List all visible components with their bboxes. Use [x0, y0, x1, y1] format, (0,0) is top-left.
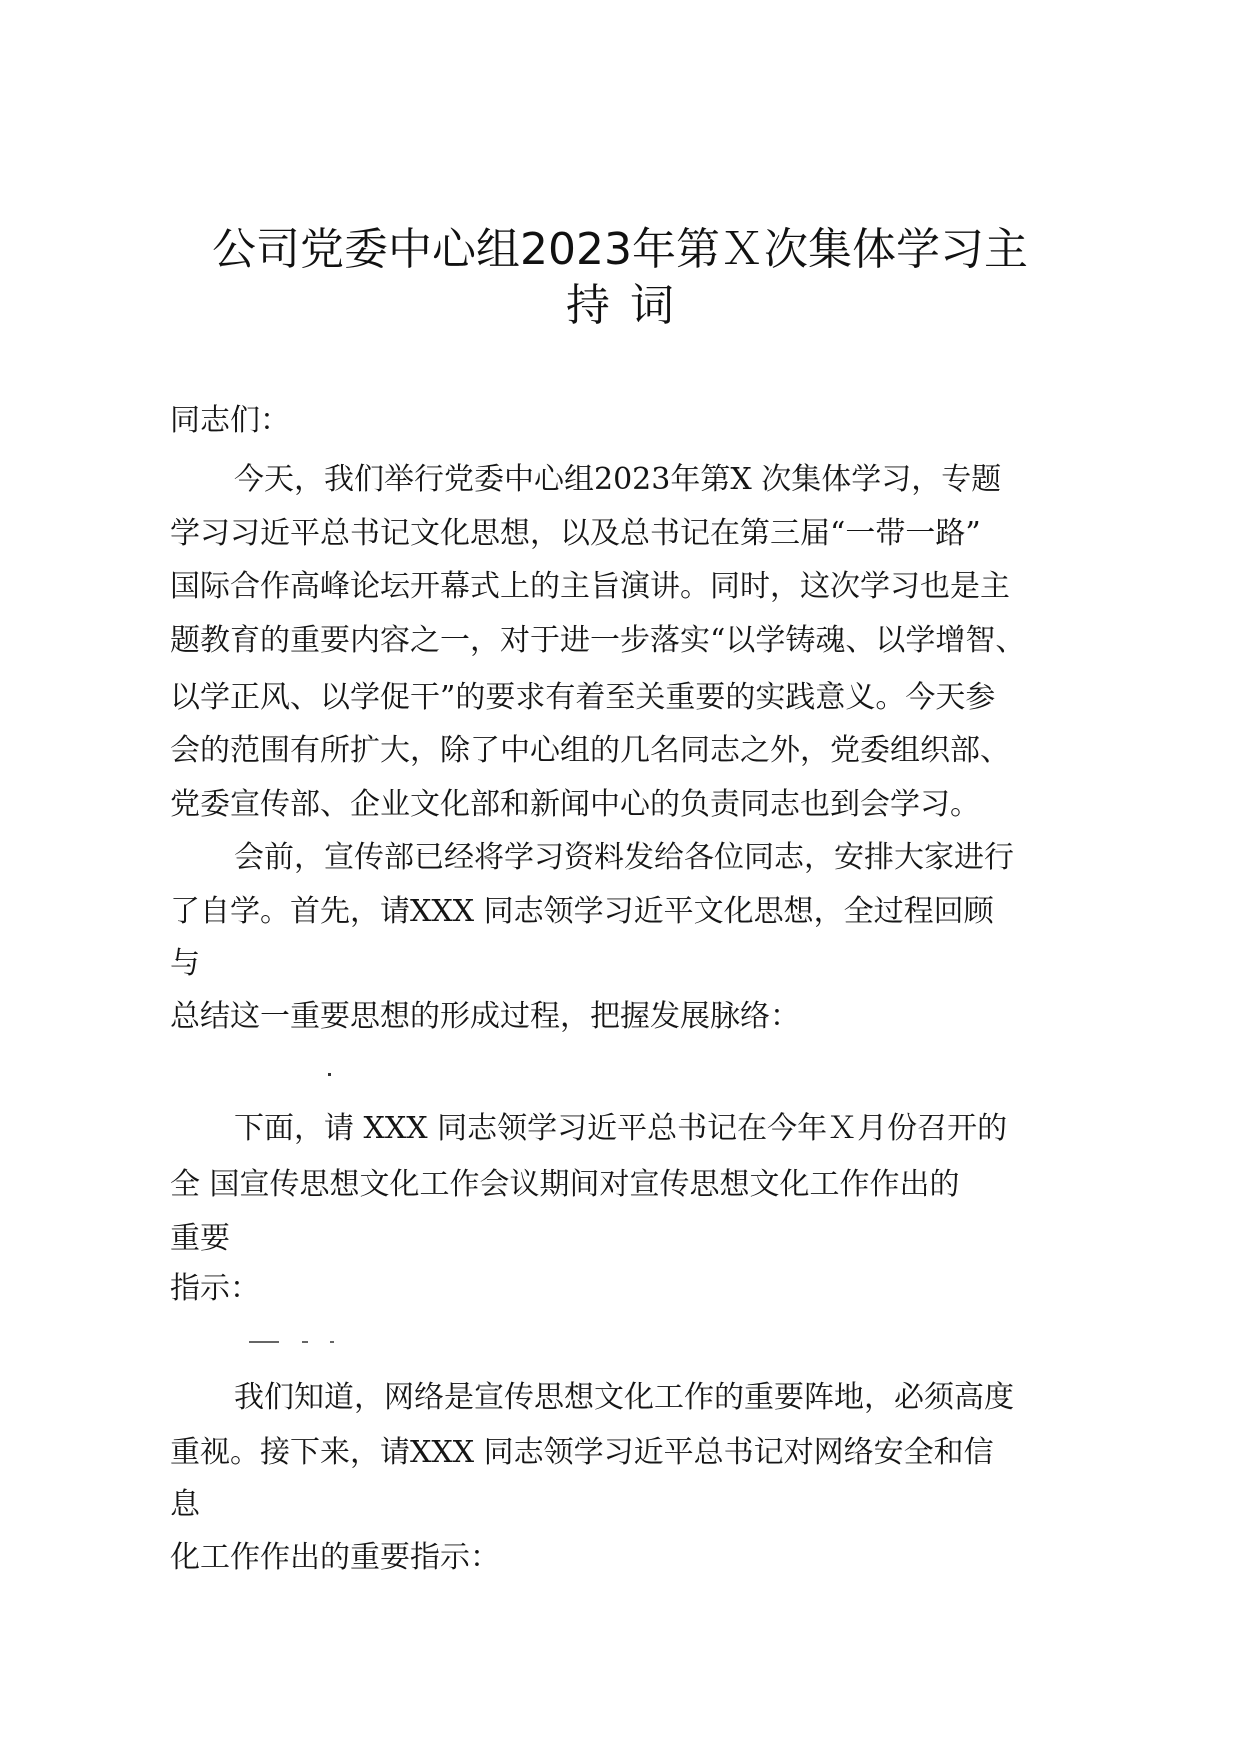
paragraph-line: 总结这一重要思想的形成过程，把握发展脉络：: [170, 999, 800, 1034]
paragraph-line: 我们知道，网络是宣传思想文化工作的重要阵地，必须高度: [234, 1380, 1014, 1415]
paragraph-line: 今天，我们举行党委中心组2023年第X 次集体学习，专题: [234, 462, 1002, 497]
document-title-line-1: 公司党委中心组2023年第Ｘ次集体学习主: [212, 224, 1028, 275]
separator-mark: [302, 1341, 308, 1343]
paragraph-line: 学习习近平总书记文化思想，以及总书记在第三届“一带一路”: [170, 516, 981, 551]
paragraph-line: 国际合作高峰论坛开幕式上的主旨演讲。同时，这次学习也是主: [170, 569, 1010, 604]
paragraph-line: 息: [170, 1487, 200, 1522]
salutation: 同志们：: [170, 403, 290, 438]
paragraph-line: 全 国宣传思想文化工作会议期间对宣传思想文化工作作出的: [170, 1167, 960, 1202]
paragraph-line: 指示：: [170, 1271, 260, 1306]
document-title-line-2: 持词: [566, 280, 694, 331]
paragraph-line: 与: [170, 946, 200, 981]
paragraph-line: 重视。接下来，请XXX 同志领学习近平总书记对网络安全和信: [170, 1435, 994, 1470]
paragraph-line: 题教育的重要内容之一，对于进一步落实“以学铸魂、以学增智、: [170, 623, 1026, 658]
separator-mark: [330, 1341, 334, 1343]
paragraph-line: 重要: [170, 1221, 230, 1256]
paragraph-line: 会前，宣传部已经将学习资料发给各位同志，安排大家进行: [234, 840, 1014, 875]
separator-mark: [328, 1073, 331, 1076]
paragraph-line: 以学正风、以学促干”的要求有着至关重要的实践意义。今天参: [170, 680, 996, 715]
paragraph-line: 了自学。首先，请XXX 同志领学习近平文化思想，全过程回顾: [170, 894, 994, 929]
paragraph-line: 化工作作出的重要指示：: [170, 1540, 500, 1575]
paragraph-line: 下面，请 XXX 同志领学习近平总书记在今年Ｘ月份召开的: [234, 1111, 1008, 1146]
paragraph-line: 党委宣传部、企业文化部和新闻中心的负责同志也到会学习。: [170, 787, 980, 822]
paragraph-line: 会的范围有所扩大，除了中心组的几名同志之外，党委组织部、: [170, 733, 1010, 768]
separator-mark: [249, 1341, 279, 1343]
